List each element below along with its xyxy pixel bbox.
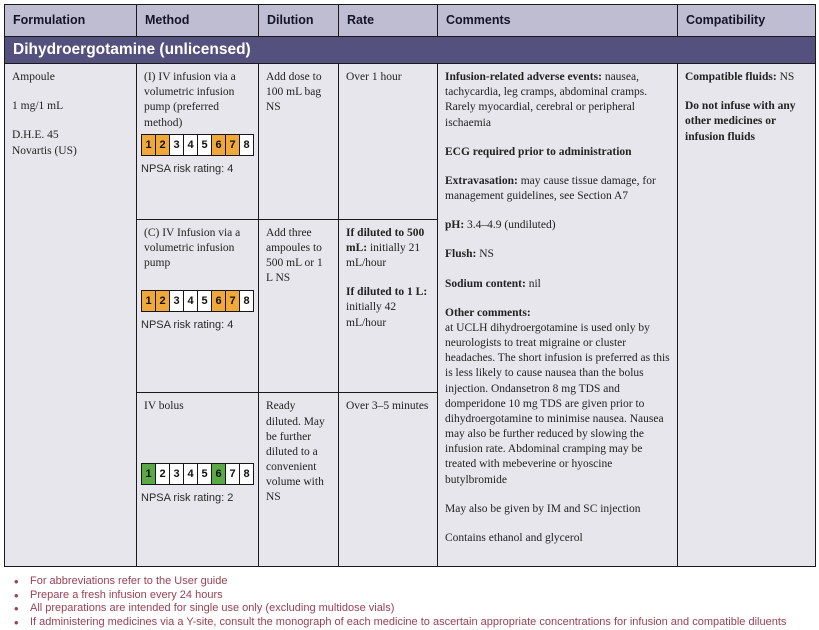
- risk-box: 1: [141, 290, 156, 312]
- risk-box: 8: [239, 463, 254, 485]
- risk-box: 7: [225, 463, 240, 485]
- risk-box: 4: [183, 290, 198, 312]
- compatibility-text: Compatible fluids: NS Do not infuse with any other medicines or infusion fluids: [685, 71, 796, 143]
- method-row-1: [5, 64, 816, 220]
- formulation-text: Ampoule 1 mg/1 mL D.H.E. 45 Novartis (US): [12, 71, 77, 157]
- risk-box: 3: [169, 134, 184, 156]
- column-header: Method: [137, 5, 259, 37]
- method-cell-iv-bolus: [137, 393, 259, 567]
- risk-box: 1: [141, 134, 156, 156]
- risk-box: 8: [239, 290, 254, 312]
- dilution-text: Add three ampoules to 500 mL or 1 L NS: [266, 226, 323, 285]
- method-cell-iv-infusion: [137, 219, 259, 393]
- rate-text: Over 3–5 minutes: [346, 400, 429, 413]
- drug-title-row: [5, 37, 816, 64]
- risk-box: 4: [183, 463, 198, 485]
- rate-cell-1: [339, 64, 438, 220]
- risk-scale-boxes: [141, 463, 253, 485]
- risk-box: 1: [141, 463, 156, 485]
- npsa-risk-scale: [141, 134, 253, 177]
- risk-box: 3: [169, 290, 184, 312]
- comments-text: Infusion-related adverse events: nausea, tachycardia, leg cramps, abdominal cramps. Rarely myocardial, cerebral or peripheral ischaemia ECG required prior to administration Extravasation: may cause tissue damage, for management guidelines, see Section A7 pH: 3.4–4.9 (undiluted) Flush: NS Sodium content: nil Other comments: at UCLH dihydroergotamine is used only by neurologists to treat migraine or cluster headaches. The short infusion is preferred as this is less likely to cause nausea than the bolus injection. Ondansetron 8 mg TDS and domperidone 10 mg TDS are given prior to dihydroergotamine to minimise nausea. Nausea may also be further reduced by slowing the infusion rate. Abdominal cramping may be treated with mebeverine or hyoscine butylbromide May also be given by IM and SC injection Contains ethanol and glycerol: [445, 71, 670, 544]
- risk-box: 6: [211, 290, 226, 312]
- dilution-cell-1: [259, 64, 339, 220]
- footnotes-list: [4, 575, 815, 629]
- footnote-item: • All preparations are intended for single use only (excluding multidose vials): [14, 602, 815, 616]
- risk-box: 5: [197, 463, 212, 485]
- column-header: Compatibility: [678, 5, 816, 37]
- footnote-item: • If administering medicines via a Y-site, consult the monograph of each medicine to ascertain appropriate concentrations for infusion and compatible diluents: [14, 616, 815, 630]
- dilution-text: Add dose to 100 mL bag NS: [266, 71, 322, 114]
- column-header: Dilution: [259, 5, 339, 37]
- risk-box: 5: [197, 134, 212, 156]
- monograph-table: [4, 4, 816, 567]
- method-text: IV bolus: [144, 400, 184, 413]
- risk-box: 5: [197, 290, 212, 312]
- formulation-cell: [5, 64, 137, 567]
- dilution-cell-3: [259, 393, 339, 567]
- rate-text: Over 1 hour: [346, 71, 402, 83]
- npsa-risk-rating-label: NPSA risk rating: 2: [141, 492, 234, 505]
- method-cell-iv-infusion-preferred: [137, 64, 259, 220]
- risk-scale-boxes: [141, 290, 253, 312]
- npsa-risk-rating-label: NPSA risk rating: 4: [141, 163, 234, 175]
- column-header: Comments: [438, 5, 678, 37]
- column-header: Rate: [339, 5, 438, 37]
- risk-box: 2: [155, 463, 170, 485]
- risk-scale-boxes: [141, 134, 253, 156]
- risk-box: 7: [225, 290, 240, 312]
- rate-text: If diluted to 500 mL: initially 21 mL/hour If diluted to 1 L: initially 42 mL/hour: [346, 226, 428, 329]
- compatibility-cell: [678, 64, 816, 567]
- risk-box: 3: [169, 463, 184, 485]
- drug-title: Dihydroergotamine (unlicensed): [5, 37, 816, 64]
- risk-box: 6: [211, 134, 226, 156]
- comments-cell: [438, 64, 678, 567]
- column-header: Formulation: [5, 5, 137, 37]
- rate-cell-3: [339, 393, 438, 567]
- npsa-risk-rating-label: NPSA risk rating: 4: [141, 318, 234, 331]
- method-text: (C) IV Infusion via a volumetric infusion pump: [144, 226, 241, 270]
- npsa-risk-scale: [141, 463, 253, 506]
- risk-box: 6: [211, 463, 226, 485]
- risk-box: 8: [239, 134, 254, 156]
- dilution-cell-2: [259, 219, 339, 393]
- footnote-item: • For abbreviations refer to the User guide: [14, 575, 815, 589]
- method-text: (I) IV infusion via a volumetric infusion pump (preferred method): [144, 71, 236, 129]
- npsa-risk-scale: [141, 290, 253, 333]
- risk-box: 4: [183, 134, 198, 156]
- risk-box: 2: [155, 290, 170, 312]
- risk-box: 2: [155, 134, 170, 156]
- dilution-text: Ready diluted. May be further diluted to a convenient volume with NS: [266, 400, 325, 504]
- risk-box: 7: [225, 134, 240, 156]
- rate-cell-2: [339, 219, 438, 393]
- footnote-item: • Prepare a fresh infusion every 24 hours: [14, 589, 815, 603]
- column-header-row: [5, 5, 816, 37]
